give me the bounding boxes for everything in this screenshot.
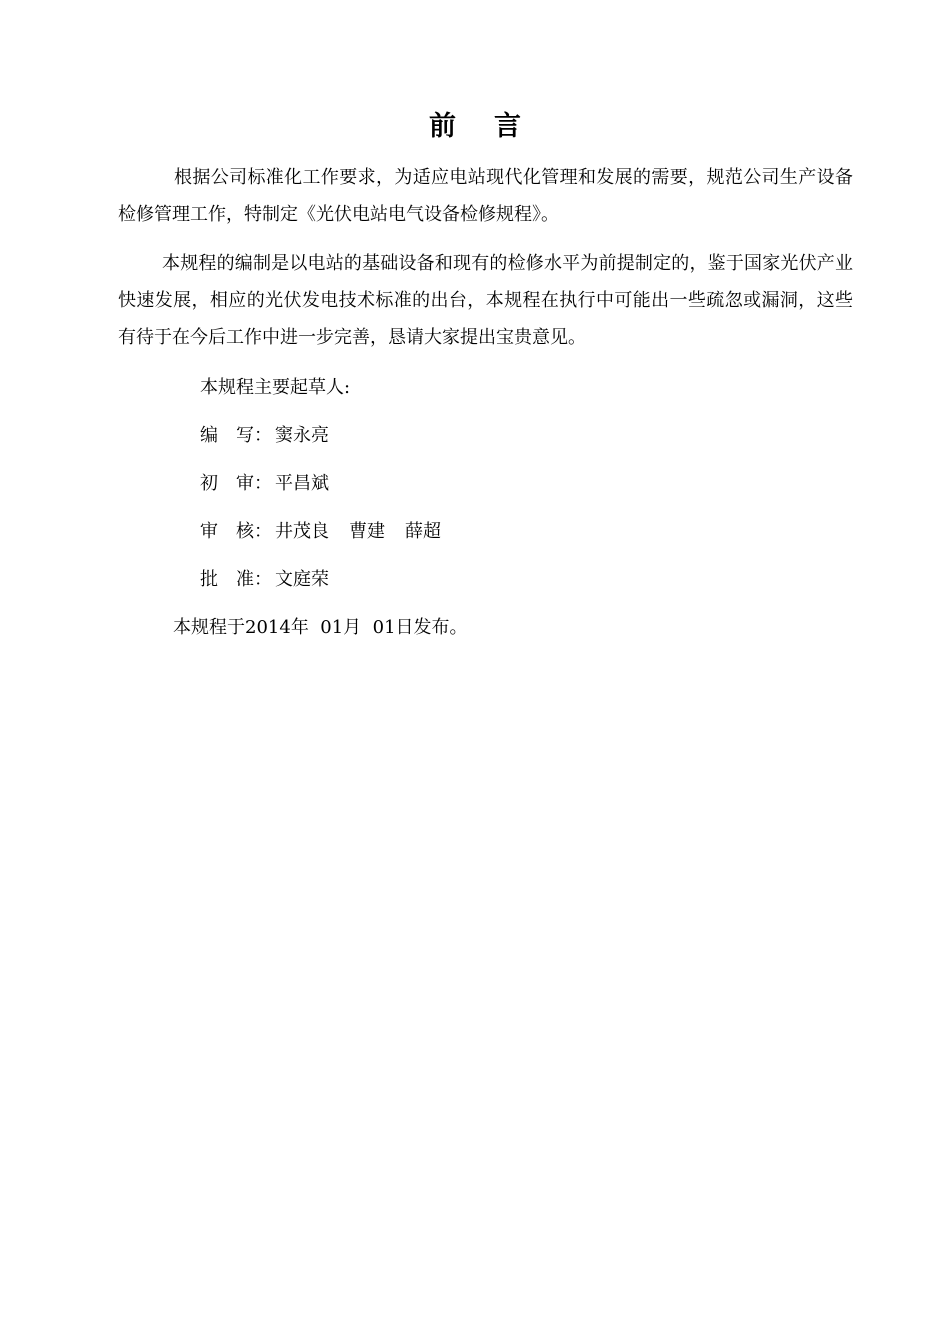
release-year-unit: 年 — [290, 617, 309, 638]
role-name: 平昌斌 — [275, 473, 329, 494]
release-year: 2014 — [245, 617, 291, 638]
release-prefix: 本规程于 — [173, 617, 245, 638]
role-label: 初 审： — [200, 473, 272, 494]
role-name: 井茂良 — [275, 521, 329, 542]
release-day: 01 — [372, 617, 396, 638]
role-row-review — [200, 519, 441, 545]
release-month-unit: 月 — [343, 617, 362, 638]
role-row-initial-review — [200, 471, 329, 497]
role-name: 窦永亮 — [275, 425, 329, 446]
release-date-line — [173, 615, 468, 641]
title-char-2: 言 — [494, 111, 521, 142]
title-char-1: 前 — [429, 111, 456, 142]
release-month: 01 — [320, 617, 344, 638]
paragraph-basis: 本规程的编制是以电站的基础设备和现有的检修水平为前提制定的，鉴于国家光伏产业快速发展，相应的光伏发电技术标准的出台，本规程在执行中可能出一些疏忽或漏洞，这些有待于在今后工作中进一步完善，恳请大家提出宝贵意见。 — [118, 253, 853, 348]
role-label: 批 准： — [200, 569, 272, 590]
role-row-writer — [200, 423, 329, 449]
drafters-heading: 本规程主要起草人: — [200, 377, 351, 398]
role-label: 审 核： — [200, 521, 272, 542]
page-title — [0, 104, 950, 143]
role-label: 编 写： — [200, 425, 272, 446]
release-suffix: 日发布。 — [395, 617, 468, 638]
role-name: 文庭荣 — [275, 569, 329, 590]
paragraph-purpose: 根据公司标准化工作要求，为适应电站现代化管理和发展的需要，规范公司生产设备检修管理工作，特制定《光伏电站电气设备检修规程》。 — [118, 167, 853, 225]
role-name: 曹建 — [349, 521, 385, 542]
role-name: 薛超 — [405, 521, 441, 542]
role-row-approval — [200, 567, 329, 593]
